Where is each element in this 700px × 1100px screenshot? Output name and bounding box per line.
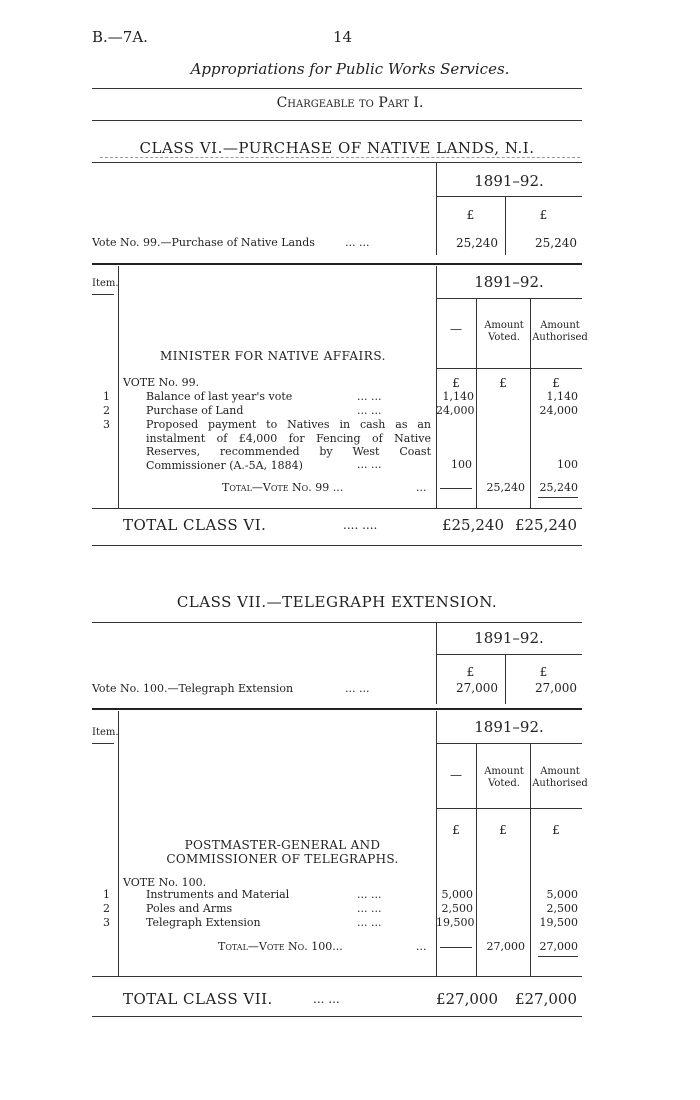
class6-vote-label: Vote No. 99.—Purchase of Native Lands <box>92 236 315 249</box>
item-authorised: 19,500 <box>539 916 578 929</box>
item-description: Balance of last year's vote <box>146 390 293 403</box>
pound-sign: £ <box>539 665 548 679</box>
item-description: Purchase of Land <box>146 404 244 417</box>
item-amount: 1,140 <box>442 390 474 403</box>
item-description: Instruments and Material <box>146 888 290 901</box>
leader-dots: ... ... <box>357 458 382 471</box>
item-column-header: Item. <box>92 278 119 289</box>
amount-voted-header: Amount Voted. <box>484 766 524 789</box>
leader-dots: ... ... <box>313 992 340 1006</box>
leader-dots: ... <box>416 940 427 953</box>
class7-grand-total-authorised: £27,000 <box>514 990 577 1008</box>
item-column-header: Item. <box>92 727 119 738</box>
class7-vote-label: Vote No. 100.—Telegraph Extension <box>92 682 294 695</box>
dash: — <box>450 322 462 336</box>
item-description: Telegraph Extension <box>146 916 261 929</box>
pound-sign: £ <box>452 823 460 837</box>
dash: — <box>450 768 462 782</box>
class7-vote-total-label: Total—Vote No. 100... <box>218 940 343 953</box>
pound-sign: £ <box>552 376 560 390</box>
class6-grand-total-label: TOTAL CLASS VI. <box>123 516 267 534</box>
item-number: 1 <box>103 390 110 403</box>
leader-dots: ... ... <box>357 404 382 417</box>
item-authorised: 1,140 <box>546 390 578 403</box>
item-amount: 19,500 <box>436 916 475 929</box>
item-number: 2 <box>103 404 110 417</box>
class7-vote-total-voted: 27,000 <box>486 940 525 953</box>
pound-sign: £ <box>499 823 507 837</box>
page-subtitle: Chargeable to Part I. <box>276 95 424 111</box>
class7-summary-authorised: 27,000 <box>535 681 577 695</box>
class7-vote-total-authorised: 27,000 <box>539 940 578 953</box>
pound-sign: £ <box>552 823 560 837</box>
document-code: B.—7A. <box>92 28 148 46</box>
item-description: Poles and Arms <box>146 902 233 915</box>
leader-dots: ... ... <box>357 902 382 915</box>
class7-grand-total-label: TOTAL CLASS VII. <box>123 990 273 1008</box>
class6-summary-year: 1891–92. <box>474 172 544 190</box>
item-number: 2 <box>103 902 110 915</box>
class6-summary-voted: 25,240 <box>456 236 498 250</box>
class6-vote-total-label: Total—Vote No. 99 ... <box>222 481 344 494</box>
class6-heading: CLASS VI.—PURCHASE OF NATIVE LANDS, N.I. <box>139 139 535 157</box>
leader-dots: ... ... <box>357 888 382 901</box>
leader-dots: ... <box>416 481 427 494</box>
class6-department: MINISTER FOR NATIVE AFFAIRS. <box>160 349 386 363</box>
item-amount: 100 <box>451 458 472 471</box>
leader-dots: ... ... <box>345 236 370 249</box>
class6-grand-total-voted: £25,240 <box>441 516 504 534</box>
item-description: Proposed payment to Natives in cash as an instalment of £4,000 for Fencing of Native Reserves, recommended by West Coast Commissioner (A.-5A, 1884) <box>146 418 431 472</box>
class6-vote-total-voted: 25,240 <box>486 481 525 494</box>
page-title: Appropriations for Public Works Services. <box>190 60 510 78</box>
pound-sign: £ <box>466 665 475 679</box>
pound-sign: £ <box>499 376 507 390</box>
class6-vote-total-authorised: 25,240 <box>539 481 578 494</box>
pound-sign: £ <box>539 208 548 222</box>
amount-authorised-header: Amount Authorised <box>532 766 588 789</box>
class7-grand-total-voted: £27,000 <box>435 990 498 1008</box>
pound-sign: £ <box>466 208 475 222</box>
leader-dots: .... .... <box>343 518 378 532</box>
leader-dots: ... ... <box>357 916 382 929</box>
item-number: 3 <box>103 916 110 929</box>
item-authorised: 100 <box>557 458 578 471</box>
item-amount: 2,500 <box>441 902 473 915</box>
class7-vote-number: VOTE No. 100. <box>123 876 207 889</box>
class6-vote-number: VOTE No. 99. <box>123 376 200 389</box>
class7-heading: CLASS VII.—TELEGRAPH EXTENSION. <box>176 593 498 611</box>
item-amount: 24,000 <box>436 404 475 417</box>
amount-authorised-header: Amount Authorised <box>532 320 588 343</box>
item-amount: 5,000 <box>441 888 473 901</box>
class6-grand-total-authorised: £25,240 <box>514 516 577 534</box>
page-number: 14 <box>333 28 353 46</box>
item-number: 1 <box>103 888 110 901</box>
pound-sign: £ <box>452 376 460 390</box>
class7-department: POSTMASTER-GENERAL AND COMMISSIONER OF TELEGRAPHS. <box>166 838 399 866</box>
item-authorised: 24,000 <box>539 404 578 417</box>
class7-detail-year: 1891–92. <box>474 718 544 736</box>
item-authorised: 2,500 <box>546 902 578 915</box>
class7-summary-voted: 27,000 <box>456 681 498 695</box>
amount-voted-header: Amount Voted. <box>484 320 524 343</box>
class6-detail-year: 1891–92. <box>474 273 544 291</box>
leader-dots: ... ... <box>357 390 382 403</box>
class6-summary-authorised: 25,240 <box>535 236 577 250</box>
item-number: 3 <box>103 418 110 431</box>
leader-dots: ... ... <box>345 682 370 695</box>
class7-summary-year: 1891–92. <box>474 629 544 647</box>
item-authorised: 5,000 <box>546 888 578 901</box>
